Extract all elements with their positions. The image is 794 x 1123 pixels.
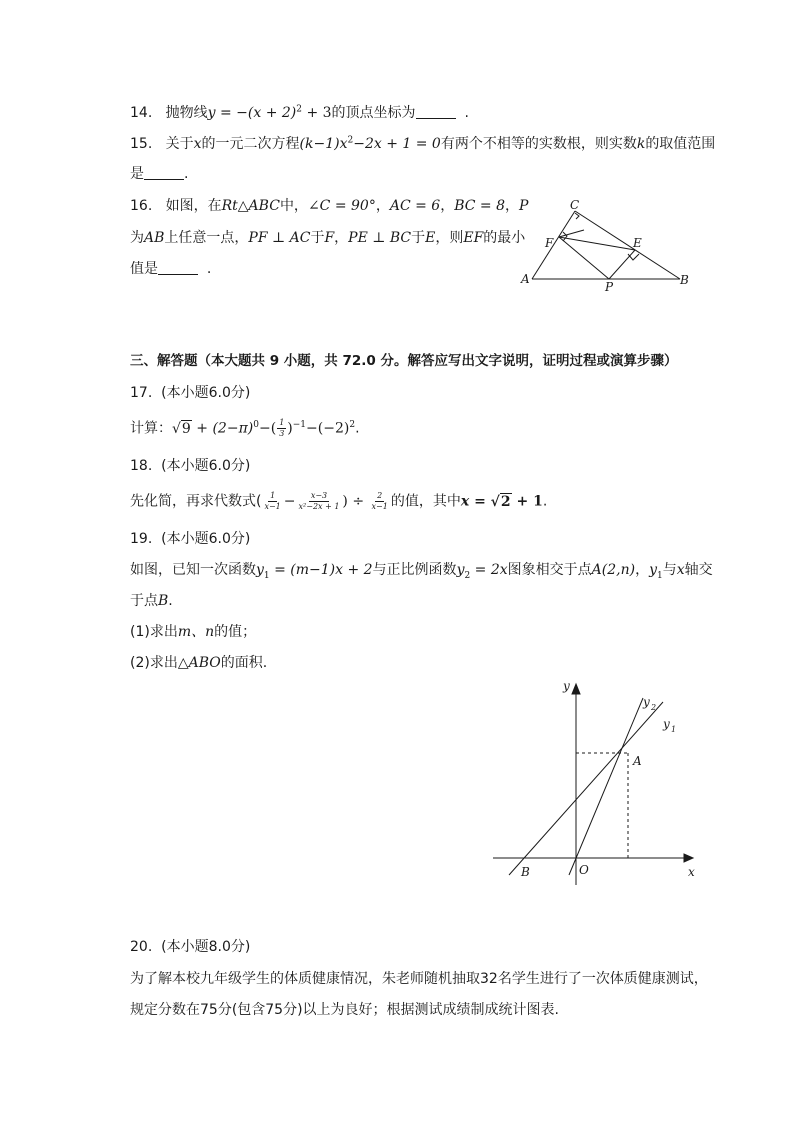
q16-p: P [519, 198, 529, 214]
q19-label-x-axis: x [688, 865, 695, 879]
q16-label-b: B [680, 273, 689, 287]
q16-label-p: P [605, 280, 614, 291]
q19-label-y2: y [643, 695, 650, 709]
q19-l1-mid2: 图象相交于点 [507, 562, 592, 578]
q19-p1-vars: m、n [177, 624, 215, 640]
q17-fraction [277, 418, 286, 439]
right-angle-e [628, 254, 639, 260]
segment-ef [559, 237, 635, 250]
q19-label-y2-sub: 2 [651, 703, 657, 712]
q19-label-b: B [521, 865, 530, 879]
q18-f1-num: 1 [270, 491, 276, 500]
q16-triangle-figure [515, 196, 700, 291]
q17-exp-neg1: −1 [292, 419, 307, 430]
q19-y1: y [256, 562, 264, 578]
question-17 [130, 418, 360, 439]
q19-y1b: y [649, 562, 657, 578]
right-angle-c [575, 213, 579, 219]
right-angle-f [563, 232, 567, 241]
q16-l1-mid: 中， [279, 198, 308, 214]
q16-angle: ∠C = 90° [307, 198, 376, 214]
q16-l2-then: ，则 [435, 230, 464, 246]
q18-fraction-1 [262, 491, 282, 512]
q16-l2-end: 的最小 [483, 230, 526, 246]
q18-f3-den: x−1 [371, 502, 388, 511]
segment-pf [559, 237, 609, 279]
q18-f2-num: x−3 [310, 491, 328, 500]
q16-ab: AB [144, 230, 165, 246]
question-20-header [130, 937, 250, 957]
q16-bc: BC = 8 [454, 198, 506, 214]
q19-l1-sep: ， [635, 562, 650, 578]
q19-y1-sub: 1 [263, 570, 270, 581]
question-20-line1: 为了解本校九年级学生的体质健康情况，朱老师随机抽取32名学生进行了一次体质健康测试， [130, 971, 708, 987]
y-axis-arrow [572, 684, 580, 694]
q16-number: 16. [130, 198, 153, 214]
question-19-part1 [130, 622, 256, 642]
q18-div: ÷ [347, 493, 369, 510]
q19-label-y1: y [663, 717, 670, 731]
q18-score: (本小题6.0分) [161, 458, 251, 474]
q19-p1-end: 的值； [214, 624, 257, 640]
q16-sep-2: ， [440, 198, 455, 214]
q17-term-4: −(−2) [306, 420, 350, 437]
q16-triangle: Rt△ABC [221, 198, 280, 214]
q19-p2-lead: (2)求出 [130, 655, 178, 671]
q19-l1-with: 与 [662, 562, 677, 578]
q17-exp-0: 0 [253, 419, 259, 430]
q14-answer-blank[interactable] [416, 104, 456, 119]
q19-y1b-sub: 1 [657, 570, 663, 581]
q18-fraction-2 [297, 491, 342, 512]
q18-minus: − [283, 493, 296, 510]
q14-expression-tail: + 3 [302, 105, 332, 121]
q15-equation-a: (k−1)x [299, 136, 348, 152]
q18-end: . [542, 493, 548, 510]
question-15 [130, 134, 715, 154]
q18-close: ) [342, 493, 348, 510]
q19-eq2: = 2x [470, 562, 508, 578]
question-14 [130, 103, 469, 123]
q16-sep-1: ， [375, 198, 390, 214]
q17-lead: 计算： [130, 420, 172, 437]
q19-score: (本小题6.0分) [161, 531, 251, 547]
question-16 [130, 196, 528, 216]
q15-end: . [184, 166, 189, 182]
section-3-title: 三、解答题（本大题共 9 小题，共 72.0 分。解答应写出文字说明，证明过程或演算步骤） [130, 353, 678, 369]
q19-label-a: A [633, 754, 642, 768]
q20-score: (本小题8.0分) [161, 939, 251, 955]
q18-sqrt-arg: 2 [500, 493, 511, 510]
q18-eqx: x = [460, 493, 491, 510]
q18-f3-num: 2 [377, 491, 383, 500]
q19-y2: y [456, 562, 465, 578]
q17-number: 17. [130, 385, 153, 401]
q19-l1-end: 轴交 [684, 562, 713, 578]
q18-sqrt: √2 [490, 493, 511, 510]
q16-fv: F [324, 230, 335, 246]
q16-label-c: C [570, 198, 580, 212]
q14-expression: y = −(x + 2) [207, 105, 297, 121]
q15-answer-blank[interactable] [144, 165, 184, 180]
q16-pf: PF ⊥ AC [248, 230, 311, 246]
x-axis-arrow [684, 854, 693, 862]
q19-label-y-axis: y [563, 679, 570, 693]
q18-number: 18. [130, 458, 153, 474]
q16-ev: E [425, 230, 436, 246]
q17-term-3: ) [287, 420, 293, 437]
line-y2 [569, 698, 643, 875]
question-16-line3 [130, 259, 211, 279]
q17-sqrt-arg: 9 [181, 420, 191, 437]
q19-number: 19. [130, 531, 153, 547]
q16-end: . [206, 261, 212, 277]
q16-answer-blank[interactable] [158, 260, 198, 275]
q19-p2-end: 的面积. [220, 655, 268, 671]
q19-graph-figure [485, 670, 710, 885]
q15-text-2: 有两个不相等的实数根，则实数 [440, 136, 637, 152]
q15-equation-exp: 2 [347, 135, 354, 146]
q15-lead: 关于 [165, 136, 194, 152]
question-20-line2: 规定分数在75分(包含75分)以上为良好；根据测试成绩制成统计图表. [130, 1002, 560, 1018]
q14-exponent: 2 [296, 104, 302, 115]
q17-sqrt: √9 [172, 420, 191, 437]
q17-term-1: + (2−π) [191, 420, 254, 437]
q19-l2-lead: 于点 [130, 593, 158, 609]
q18-lead: 先化简，再求代数式( [130, 493, 262, 510]
q16-pe: PE ⊥ BC [348, 230, 412, 246]
q19-l1-mid: 与正比例函数 [372, 562, 457, 578]
question-15-line2 [130, 164, 188, 184]
question-19-part2 [130, 653, 267, 673]
q15-var-x: x [193, 136, 202, 152]
q17-end: . [355, 420, 360, 437]
q18-mid: 的值，其中 [390, 493, 461, 510]
q17-fraction-den: 3 [279, 429, 285, 438]
q19-point-a: A(2,n) [591, 562, 636, 578]
q16-l2-e: 于 [411, 230, 426, 246]
q14-lead: 抛物线 [165, 105, 208, 121]
q17-score: (本小题6.0分) [161, 385, 251, 401]
q19-b: B [158, 593, 169, 609]
q16-label-a: A [521, 272, 530, 286]
q19-p2-tri: △ABO [177, 655, 221, 671]
q16-l3-text: 值是 [130, 261, 158, 277]
q19-label-o: O [579, 863, 589, 877]
q17-exp-2: 2 [349, 419, 356, 430]
q16-label-e: E [633, 236, 642, 250]
q16-l2-sep: ， [334, 230, 349, 246]
q15-equation-b: −2x + 1 = 0 [353, 136, 441, 152]
q19-l1-lead: 如图，已知一次函数 [130, 562, 256, 578]
q16-l2-lead: 为 [130, 230, 144, 246]
question-19-header [130, 529, 250, 549]
q19-xv: x [676, 562, 685, 578]
segment-pe [609, 250, 635, 279]
q17-term-2: −( [258, 420, 277, 437]
q18-fraction-3 [370, 491, 390, 512]
q16-ac: AC = 6 [389, 198, 441, 214]
q19-y2-sub: 2 [464, 570, 471, 581]
q16-ef: EF [463, 230, 484, 246]
q14-end: . [464, 105, 469, 121]
q19-p1-lead: (1)求出 [130, 624, 178, 640]
q14-suffix: 的顶点坐标为 [331, 105, 416, 121]
q16-sep-3: ， [505, 198, 520, 214]
question-17-header [130, 383, 250, 403]
q16-l1-lead: 如图，在 [165, 198, 222, 214]
q16-l2-f: 于 [310, 230, 325, 246]
q14-number: 14. [130, 105, 153, 121]
question-19-line1 [130, 560, 713, 580]
q19-l2-end: . [168, 593, 173, 609]
q19-label-y1-sub: 1 [671, 725, 677, 734]
q16-label-f: F [545, 236, 554, 250]
q15-text-1: 的一元二次方程 [201, 136, 300, 152]
q15-line2-text: 是 [130, 166, 144, 182]
q18-f1-den: x−1 [264, 502, 281, 511]
q18-plus: + 1 [511, 493, 543, 510]
question-18-header [130, 456, 250, 476]
question-16-line2 [130, 228, 525, 248]
q15-var-k: k [636, 136, 646, 152]
segment-bc [575, 211, 680, 279]
question-18 [130, 491, 547, 512]
q15-text-3: 的取值范围 [645, 136, 716, 152]
line-y1 [509, 702, 663, 875]
q18-f2-den: x²−2x + 1 [298, 502, 340, 511]
q19-eq1: = (m−1)x + 2 [269, 562, 373, 578]
q15-number: 15. [130, 136, 153, 152]
q16-l2-mid: 上任意一点， [164, 230, 249, 246]
q17-fraction-num: 1 [279, 418, 285, 427]
q20-number: 20. [130, 939, 153, 955]
question-19-line2 [130, 591, 173, 611]
